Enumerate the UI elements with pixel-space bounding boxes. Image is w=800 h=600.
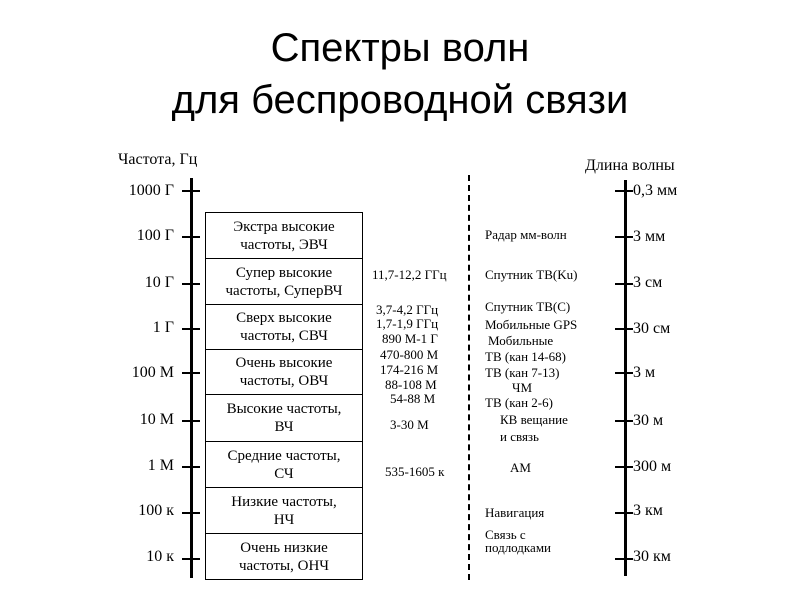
- band-ehf: [205, 212, 363, 259]
- band-lf: [205, 488, 363, 534]
- application-label: ТВ (кан 7-13): [485, 365, 560, 380]
- wave-tick-label: 0,3 мм: [633, 182, 678, 199]
- band-line-1: Низкие частоты,: [231, 493, 337, 510]
- wave-tick: [615, 512, 633, 514]
- band-shf: [205, 259, 363, 305]
- wave-tick: [615, 190, 633, 192]
- freq-note: 1,7-1,9 ГГц: [376, 316, 439, 331]
- application-label: Спутник ТВ(Ku): [485, 267, 578, 282]
- band-line-2: СЧ: [274, 465, 294, 482]
- freq-tick-label: 10 Г: [144, 274, 174, 291]
- freq-tick: [182, 558, 200, 560]
- application-label: КВ вещание: [500, 412, 568, 427]
- wave-tick-label: 3 мм: [633, 228, 666, 245]
- application-label: Навигация: [485, 505, 545, 520]
- freq-note: 54-88 М: [390, 391, 436, 406]
- freq-note: 88-108 М: [385, 377, 437, 392]
- freq-note: 890 М-1 Г: [382, 331, 438, 346]
- application-label: Мобильные: [488, 333, 554, 348]
- wave-tick-label: 3 км: [633, 502, 663, 519]
- wave-tick-label: 30 см: [633, 320, 671, 337]
- application-label: ТВ (кан 2-6): [485, 395, 553, 410]
- application-label: Спутник ТВ(C): [485, 299, 571, 314]
- freq-tick-label: 100 к: [138, 502, 174, 519]
- wave-tick-label: 30 км: [633, 548, 671, 565]
- band-line-1: Высокие частоты,: [226, 401, 342, 417]
- freq-tick-label: 100 М: [131, 364, 174, 381]
- application-label: Связь с: [485, 527, 526, 542]
- band-line-1: Средние частоты,: [227, 447, 341, 464]
- band-mf: [205, 442, 363, 488]
- band-line-2: частоты, ОНЧ: [238, 557, 330, 574]
- wave-tick-label: 30 м: [633, 412, 664, 429]
- freq-note: 535-1605 к: [385, 464, 445, 479]
- band-uhf: [205, 305, 363, 350]
- freq-tick: [182, 283, 200, 285]
- band-line-2: ВЧ: [274, 419, 294, 435]
- wave-tick: [615, 328, 633, 330]
- application-label: и связь: [500, 429, 539, 444]
- wavelength-axis-title: Длина волны: [585, 157, 675, 174]
- wavelength-axis: [624, 180, 627, 576]
- freq-tick-label: 100 Г: [136, 227, 174, 244]
- band-line-1: Экстра высокие: [233, 218, 335, 235]
- wave-tick: [615, 283, 633, 285]
- band-vlf: [205, 534, 363, 580]
- band-line-2: частоты, ЭВЧ: [240, 236, 328, 253]
- frequency-axis: [190, 178, 193, 578]
- application-label: Радар мм-волн: [485, 227, 567, 242]
- application-label: AM: [510, 460, 531, 475]
- title-line-1: Спектры волн: [270, 26, 530, 70]
- freq-tick: [182, 372, 200, 374]
- band-line-2: НЧ: [273, 511, 295, 528]
- band-line-1: Очень низкие: [240, 539, 328, 556]
- freq-note: 3,7-4,2 ГГц: [376, 302, 439, 317]
- band-vhf: [205, 350, 363, 395]
- freq-tick-label: 1 Г: [152, 319, 174, 336]
- freq-tick-label: 1000 Г: [128, 182, 174, 199]
- band-line-2: частоты, ОВЧ: [239, 373, 329, 389]
- frequency-axis-title: Частота, Гц: [118, 151, 198, 168]
- freq-note: 3-30 М: [390, 417, 429, 432]
- freq-tick-label: 1 М: [147, 457, 174, 474]
- freq-tick-label: 10 к: [146, 548, 174, 565]
- wave-tick-label: 3 м: [633, 364, 656, 381]
- freq-tick: [182, 190, 200, 192]
- application-label: ЧМ: [512, 380, 533, 395]
- freq-tick: [182, 420, 200, 422]
- freq-note: 11,7-12,2 ГГц: [372, 267, 447, 282]
- wave-tick: [615, 466, 633, 468]
- wave-tick: [615, 236, 633, 238]
- freq-tick: [182, 466, 200, 468]
- freq-tick: [182, 512, 200, 514]
- wave-tick: [615, 372, 633, 374]
- freq-note: 470-800 М: [380, 347, 439, 362]
- wave-tick: [615, 420, 633, 422]
- divider-line: [468, 175, 470, 580]
- band-line-1: Сверх высокие: [236, 310, 332, 326]
- band-line-2: частоты, СуперВЧ: [225, 282, 343, 299]
- freq-tick-label: 10 М: [139, 411, 174, 428]
- title-line-2: для беспроводной связи: [171, 78, 629, 122]
- application-label: ТВ (кан 14-68): [485, 349, 566, 364]
- freq-tick: [182, 236, 200, 238]
- wave-tick: [615, 558, 633, 560]
- band-line-2: частоты, СВЧ: [240, 328, 328, 344]
- band-line-1: Супер высокие: [235, 264, 333, 281]
- application-label: Мобильные GPS: [485, 317, 578, 332]
- band-line-1: Очень высокие: [235, 355, 333, 371]
- freq-tick: [182, 328, 200, 330]
- application-label: подлодками: [485, 540, 551, 555]
- wave-tick-label: 3 см: [633, 274, 663, 291]
- wave-tick-label: 300 м: [633, 458, 672, 475]
- band-hf: [205, 395, 363, 442]
- freq-note: 174-216 М: [380, 362, 439, 377]
